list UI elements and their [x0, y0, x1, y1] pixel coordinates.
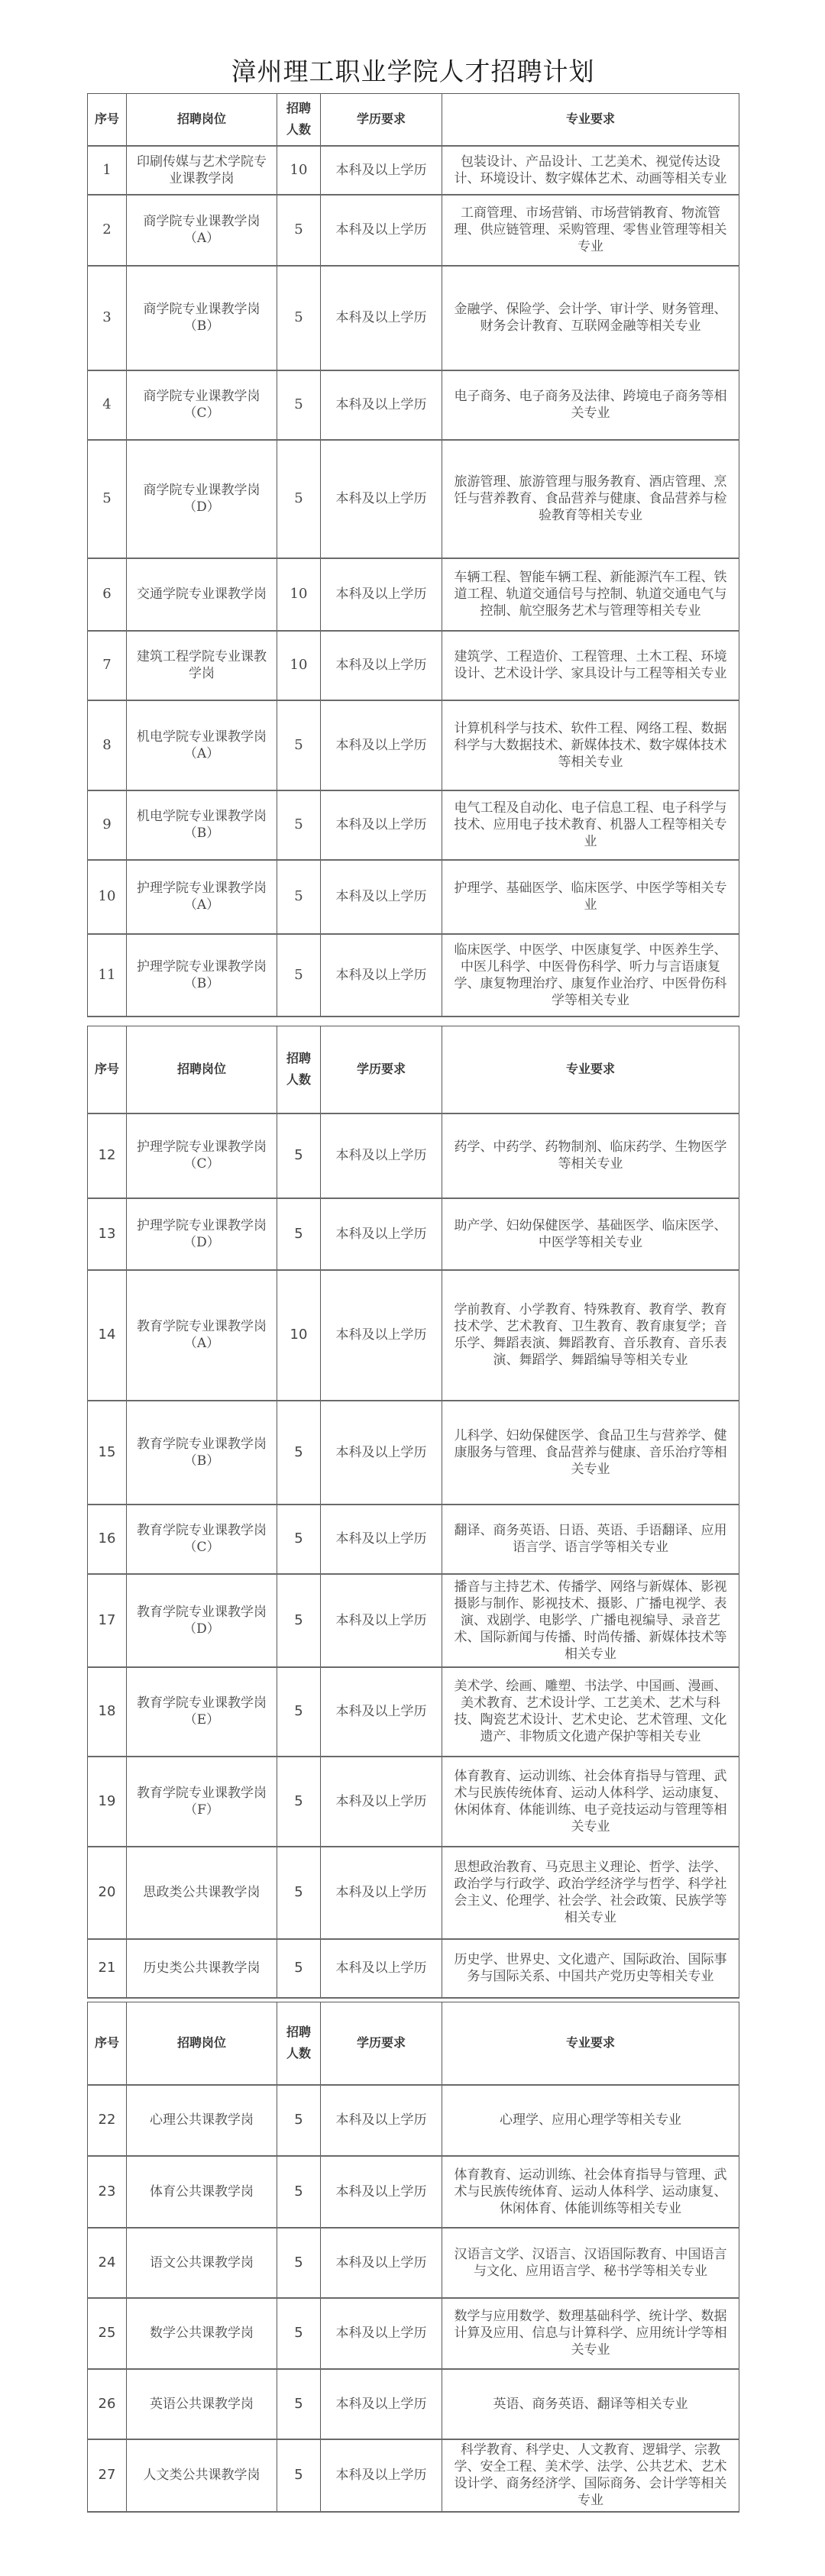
row-index: 14 [88, 1270, 127, 1401]
header-education: 学历要求 [321, 2002, 442, 2085]
table-header-row [88, 2002, 739, 2085]
row-education: 本科及以上学历 [321, 1847, 442, 1939]
row-count: 5 [277, 1847, 321, 1939]
row-index: 3 [88, 266, 127, 370]
row-major: 电气工程及自动化、电子信息工程、电子科学与技术、应用电子技术教育、机器人工程等相关专业 [442, 790, 739, 860]
row-education: 本科及以上学历 [321, 1667, 442, 1757]
row-position: 护理学院专业课教学岗（B） [127, 934, 277, 1017]
header-index: 序号 [88, 94, 127, 146]
row-major: 临床医学、中医学、中医康复学、中医养生学、中医儿科学、中医骨伤科学、听力与言语康复学、康复物理治疗、康复作业治疗、中医骨伤科学等相关专业 [442, 934, 739, 1017]
table-row [88, 2439, 739, 2512]
row-major: 科学教育、科学史、人文教育、逻辑学、宗教学、安全工程、美术学、法学、公共艺术、艺术设计学、商务经济学、国际商务、会计学等相关专业 [442, 2439, 739, 2512]
row-index: 8 [88, 700, 127, 790]
row-major: 金融学、保险学、会计学、审计学、财务管理、财务会计教育、互联网金融等相关专业 [442, 266, 739, 370]
row-position: 教育学院专业课教学岗（E） [127, 1667, 277, 1757]
row-index: 21 [88, 1939, 127, 1998]
row-position: 机电学院专业课教学岗（B） [127, 790, 277, 860]
row-education: 本科及以上学历 [321, 2369, 442, 2439]
row-major: 助产学、妇幼保健医学、基础医学、临床医学、中医学等相关专业 [442, 1198, 739, 1270]
row-education: 本科及以上学历 [321, 1270, 442, 1401]
row-count: 10 [277, 146, 321, 195]
row-position: 护理学院专业课教学岗（D） [127, 1198, 277, 1270]
row-position: 商学院专业课教学岗（A） [127, 195, 277, 266]
table-row [88, 370, 739, 440]
row-index: 20 [88, 1847, 127, 1939]
row-count: 5 [277, 1757, 321, 1847]
row-position: 教育学院专业课教学岗（D） [127, 1574, 277, 1667]
row-position: 教育学院专业课教学岗（C） [127, 1505, 277, 1574]
header-position: 招聘岗位 [127, 2002, 277, 2085]
table-row [88, 195, 739, 266]
recruitment-table-2 [87, 1026, 739, 1999]
table-row [88, 1401, 739, 1505]
row-count: 5 [277, 790, 321, 860]
row-education: 本科及以上学历 [321, 146, 442, 195]
table-row [88, 1574, 739, 1667]
row-index: 22 [88, 2085, 127, 2156]
row-major: 播音与主持艺术、传播学、网络与新媒体、影视摄影与制作、影视技术、摄影、广播电视学、表演、戏剧学、电影学、广播电视编导、录音艺术、国际新闻与传播、时尚传播、新媒体技术等相关专业 [442, 1574, 739, 1667]
row-education: 本科及以上学历 [321, 195, 442, 266]
row-count: 10 [277, 558, 321, 631]
table-row [88, 631, 739, 700]
table-row [88, 1505, 739, 1574]
row-count: 5 [277, 2298, 321, 2369]
header-count-line1: 招聘 [286, 101, 311, 116]
row-education: 本科及以上学历 [321, 2439, 442, 2512]
row-position: 护理学院专业课教学岗（C） [127, 1113, 277, 1198]
row-position: 心理公共课教学岗 [127, 2085, 277, 2156]
row-index: 4 [88, 370, 127, 440]
header-index: 序号 [88, 1026, 127, 1113]
row-position: 体育公共课教学岗 [127, 2156, 277, 2228]
row-index: 15 [88, 1401, 127, 1505]
row-position: 教育学院专业课教学岗（B） [127, 1401, 277, 1505]
row-count: 5 [277, 1401, 321, 1505]
row-count: 5 [277, 1939, 321, 1998]
row-major: 药学、中药学、药物制剂、临床药学、生物医学等相关专业 [442, 1113, 739, 1198]
table-row [88, 2369, 739, 2439]
row-count: 5 [277, 2156, 321, 2228]
row-major: 护理学、基础医学、临床医学、中医学等相关专业 [442, 860, 739, 934]
row-education: 本科及以上学历 [321, 2156, 442, 2228]
row-major: 车辆工程、智能车辆工程、新能源汽车工程、铁道工程、轨道交通信号与控制、轨道交通电气与控制、航空服务艺术与管理等相关专业 [442, 558, 739, 631]
row-index: 12 [88, 1113, 127, 1198]
header-education: 学历要求 [321, 1026, 442, 1113]
table-header-row [88, 94, 739, 146]
row-position: 人文类公共课教学岗 [127, 2439, 277, 2512]
row-index: 17 [88, 1574, 127, 1667]
header-position: 招聘岗位 [127, 1026, 277, 1113]
row-position: 商学院专业课教学岗（C） [127, 370, 277, 440]
table-row [88, 2298, 739, 2369]
row-education: 本科及以上学历 [321, 2228, 442, 2298]
header-major: 专业要求 [442, 2002, 739, 2085]
row-position: 建筑工程学院专业课教学岗 [127, 631, 277, 700]
row-education: 本科及以上学历 [321, 934, 442, 1017]
row-position: 历史类公共课教学岗 [127, 1939, 277, 1998]
row-index: 23 [88, 2156, 127, 2228]
row-major: 美术学、绘画、雕塑、书法学、中国画、漫画、美术教育、艺术设计学、工艺美术、艺术与科技、陶瓷艺术设计、艺术史论、艺术管理、文化遗产、非物质文化遗产保护等相关专业 [442, 1667, 739, 1757]
row-education: 本科及以上学历 [321, 2298, 442, 2369]
header-count [277, 1026, 321, 1113]
row-education: 本科及以上学历 [321, 1757, 442, 1847]
row-index: 13 [88, 1198, 127, 1270]
row-major: 建筑学、工程造价、工程管理、土木工程、环境设计、艺术设计学、家具设计与工程等相关专业 [442, 631, 739, 700]
row-index: 18 [88, 1667, 127, 1757]
header-education: 学历要求 [321, 94, 442, 146]
row-position: 商学院专业课教学岗（D） [127, 440, 277, 558]
row-index: 10 [88, 860, 127, 934]
header-count-line2: 人数 [286, 122, 311, 137]
row-count: 5 [277, 266, 321, 370]
table-row [88, 558, 739, 631]
row-count: 5 [277, 1198, 321, 1270]
table-row [88, 1939, 739, 1998]
row-count: 5 [277, 1667, 321, 1757]
recruitment-table-1 [87, 93, 739, 1017]
row-education: 本科及以上学历 [321, 790, 442, 860]
row-position: 护理学院专业课教学岗（A） [127, 860, 277, 934]
row-major: 心理学、应用心理学等相关专业 [442, 2085, 739, 2156]
header-major: 专业要求 [442, 1026, 739, 1113]
header-index: 序号 [88, 2002, 127, 2085]
row-count: 5 [277, 440, 321, 558]
table-row [88, 1270, 739, 1401]
row-index: 27 [88, 2439, 127, 2512]
row-count: 5 [277, 195, 321, 266]
row-index: 2 [88, 195, 127, 266]
row-index: 11 [88, 934, 127, 1017]
row-major: 历史学、世界史、文化遗产、国际政治、国际事务与国际关系、中国共产党历史等相关专业 [442, 1939, 739, 1998]
row-position: 机电学院专业课教学岗（A） [127, 700, 277, 790]
row-major: 体育教育、运动训练、社会体育指导与管理、武术与民族传统体育、运动人体科学、运动康复、休闲体育、体能训练等相关专业 [442, 2156, 739, 2228]
table-row [88, 790, 739, 860]
row-index: 9 [88, 790, 127, 860]
table-row [88, 440, 739, 558]
row-major: 儿科学、妇幼保健医学、食品卫生与营养学、健康服务与管理、食品营养与健康、音乐治疗等相关专业 [442, 1401, 739, 1505]
table-row [88, 1847, 739, 1939]
row-education: 本科及以上学历 [321, 266, 442, 370]
table-row [88, 1113, 739, 1198]
row-position: 印刷传媒与艺术学院专业课教学岗 [127, 146, 277, 195]
row-count: 5 [277, 2439, 321, 2512]
row-education: 本科及以上学历 [321, 1574, 442, 1667]
recruitment-table-3 [87, 2002, 739, 2513]
table-row [88, 266, 739, 370]
row-count: 5 [277, 2369, 321, 2439]
row-count: 5 [277, 1574, 321, 1667]
header-count-line1: 招聘 [286, 2025, 311, 2040]
page-title: 漳州理工职业学院人才招聘计划 [231, 57, 595, 86]
row-position: 数学公共课教学岗 [127, 2298, 277, 2369]
row-count: 5 [277, 860, 321, 934]
header-major: 专业要求 [442, 94, 739, 146]
table-row [88, 1198, 739, 1270]
row-count: 5 [277, 1113, 321, 1198]
row-index: 7 [88, 631, 127, 700]
row-index: 16 [88, 1505, 127, 1574]
row-position: 语文公共课教学岗 [127, 2228, 277, 2298]
row-index: 6 [88, 558, 127, 631]
row-education: 本科及以上学历 [321, 1401, 442, 1505]
row-education: 本科及以上学历 [321, 1505, 442, 1574]
row-education: 本科及以上学历 [321, 370, 442, 440]
header-count-line1: 招聘 [286, 1051, 311, 1066]
row-index: 24 [88, 2228, 127, 2298]
row-education: 本科及以上学历 [321, 558, 442, 631]
table-row [88, 2228, 739, 2298]
row-education: 本科及以上学历 [321, 1939, 442, 1998]
row-major: 数学与应用数学、数理基础科学、统计学、数据计算及应用、信息与计算科学、应用统计学等相关专业 [442, 2298, 739, 2369]
table-row [88, 700, 739, 790]
row-major: 包装设计、产品设计、工艺美术、视觉传达设计、环境设计、数字媒体艺术、动画等相关专业 [442, 146, 739, 195]
row-education: 本科及以上学历 [321, 2085, 442, 2156]
row-position: 英语公共课教学岗 [127, 2369, 277, 2439]
row-education: 本科及以上学历 [321, 1198, 442, 1270]
header-position: 招聘岗位 [127, 94, 277, 146]
row-count: 5 [277, 934, 321, 1017]
row-index: 26 [88, 2369, 127, 2439]
table-row [88, 1757, 739, 1847]
row-count: 10 [277, 631, 321, 700]
header-count-line2: 人数 [286, 2046, 311, 2061]
row-major: 体育教育、运动训练、社会体育指导与管理、武术与民族传统体育、运动人体科学、运动康复、休闲体育、体能训练、电子竞技运动与管理等相关专业 [442, 1757, 739, 1847]
row-major: 翻译、商务英语、日语、英语、手语翻译、应用语言学、语言学等相关专业 [442, 1505, 739, 1574]
row-major: 旅游管理、旅游管理与服务教育、酒店管理、烹饪与营养教育、食品营养与健康、食品营养与检验教育等相关专业 [442, 440, 739, 558]
table-row [88, 934, 739, 1017]
header-count [277, 2002, 321, 2085]
row-education: 本科及以上学历 [321, 631, 442, 700]
row-position: 思政类公共课教学岗 [127, 1847, 277, 1939]
row-major: 思想政治教育、马克思主义理论、哲学、法学、政治学与行政学、政治学经济学与哲学、科学社会主义、伦理学、社会学、社会政策、民族学等相关专业 [442, 1847, 739, 1939]
table-row [88, 1667, 739, 1757]
row-position: 教育学院专业课教学岗（A） [127, 1270, 277, 1401]
row-index: 5 [88, 440, 127, 558]
row-major: 英语、商务英语、翻译等相关专业 [442, 2369, 739, 2439]
row-education: 本科及以上学历 [321, 700, 442, 790]
row-count: 10 [277, 1270, 321, 1401]
row-position: 交通学院专业课教学岗 [127, 558, 277, 631]
row-education: 本科及以上学历 [321, 860, 442, 934]
row-position: 商学院专业课教学岗（B） [127, 266, 277, 370]
row-index: 25 [88, 2298, 127, 2369]
row-major: 电子商务、电子商务及法律、跨境电子商务等相关专业 [442, 370, 739, 440]
row-count: 5 [277, 370, 321, 440]
row-major: 计算机科学与技术、软件工程、网络工程、数据科学与大数据技术、新媒体技术、数字媒体技术等相关专业 [442, 700, 739, 790]
row-count: 5 [277, 700, 321, 790]
row-index: 1 [88, 146, 127, 195]
table-header-row [88, 1026, 739, 1113]
row-index: 19 [88, 1757, 127, 1847]
row-count: 5 [277, 1505, 321, 1574]
table-row [88, 146, 739, 195]
row-position: 教育学院专业课教学岗（F） [127, 1757, 277, 1847]
header-count [277, 94, 321, 146]
row-education: 本科及以上学历 [321, 440, 442, 558]
row-major: 学前教育、小学教育、特殊教育、教育学、教育技术学、艺术教育、卫生教育、教育康复学；音乐学、舞蹈表演、舞蹈教育、音乐教育、音乐表演、舞蹈学、舞蹈编导等相关专业 [442, 1270, 739, 1401]
table-row [88, 2156, 739, 2228]
header-count-line2: 人数 [286, 1072, 311, 1088]
row-major: 工商管理、市场营销、市场营销教育、物流管理、供应链管理、采购管理、零售业管理等相关专业 [442, 195, 739, 266]
table-row [88, 2085, 739, 2156]
table-row [88, 860, 739, 934]
row-count: 5 [277, 2228, 321, 2298]
row-count: 5 [277, 2085, 321, 2156]
row-major: 汉语言文学、汉语言、汉语国际教育、中国语言与文化、应用语言学、秘书学等相关专业 [442, 2228, 739, 2298]
row-education: 本科及以上学历 [321, 1113, 442, 1198]
